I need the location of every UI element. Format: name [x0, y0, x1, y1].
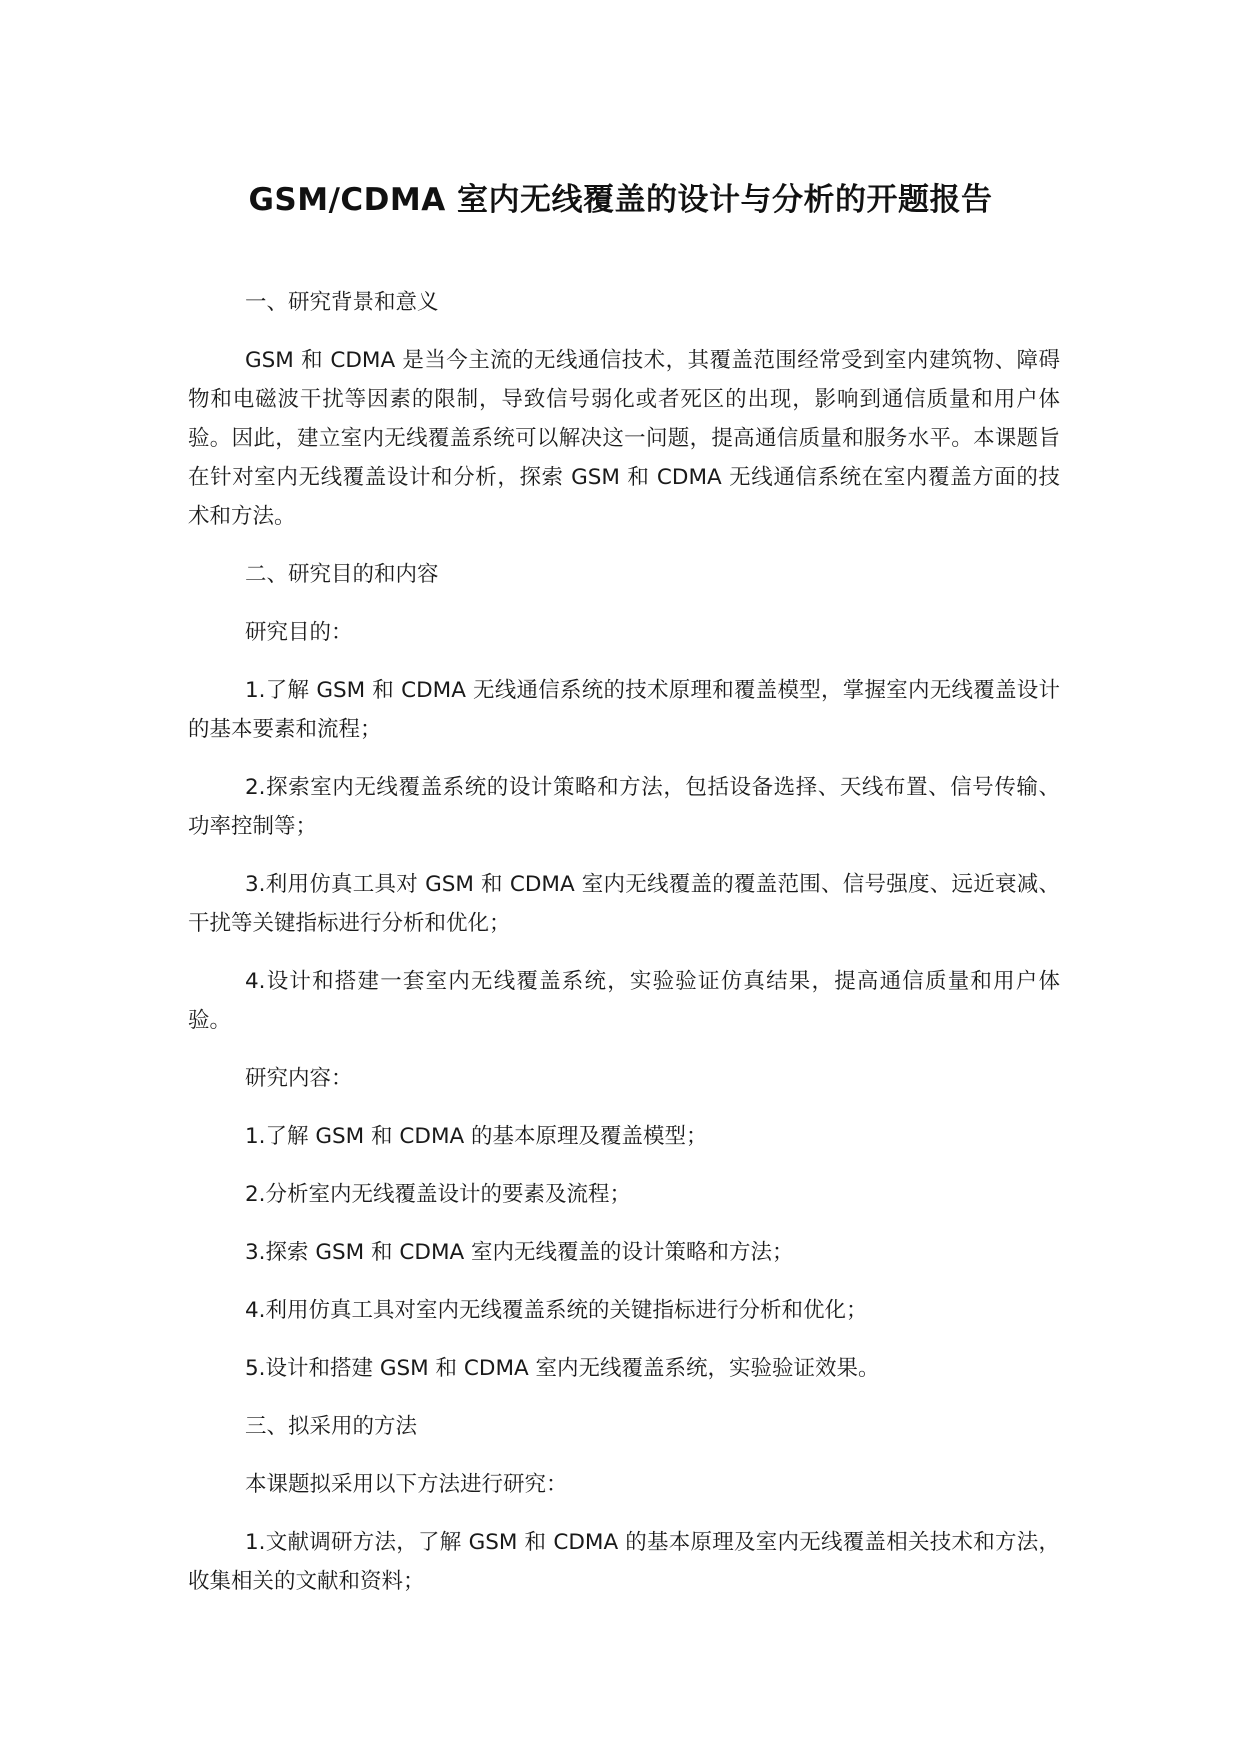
content-item-1: 1.了解 GSM 和 CDMA 的基本原理及覆盖模型； — [245, 1124, 708, 1149]
document-title: GSM/CDMA 室内无线覆盖的设计与分析的开题报告 — [248, 182, 993, 218]
subheading-research-purpose: 研究目的： — [245, 620, 353, 645]
purpose-item-1: 1.了解 GSM 和 CDMA 无线通信系统的技术原理和覆盖模型，掌握室内无线覆盖设计的基本要素和流程； — [188, 678, 1060, 742]
content-item-5: 5.设计和搭建 GSM 和 CDMA 室内无线覆盖系统，实验验证效果。 — [245, 1356, 880, 1381]
section-heading-methods: 三、拟采用的方法 — [245, 1414, 418, 1439]
subheading-research-content: 研究内容： — [245, 1066, 353, 1091]
document-body — [188, 283, 1060, 1620]
purpose-item-2: 2.探索室内无线覆盖系统的设计策略和方法，包括设备选择、天线布置、信号传输、功率控制等； — [188, 775, 1060, 839]
method-item-1: 1.文献调研方法，了解 GSM 和 CDMA 的基本原理及室内无线覆盖相关技术和方法，收集相关的文献和资料； — [188, 1530, 1060, 1594]
purpose-item-4: 4.设计和搭建一套室内无线覆盖系统，实验验证仿真结果，提高通信质量和用户体验。 — [188, 969, 1060, 1033]
paragraph-background-text: GSM 和 CDMA 是当今主流的无线通信技术，其覆盖范围经常受到室内建筑物、障碍物和电磁波干扰等因素的限制，导致信号弱化或者死区的出现，影响到通信质量和用户体验。因此，建立室内无线覆盖系统可以解决这一问题，提高通信质量和服务水平。本课题旨在针对室内无线覆盖设计和分析，探索 GSM 和 CDMA 无线通信系统在室内覆盖方面的技术和方法。 — [188, 348, 1060, 529]
purpose-item-3: 3.利用仿真工具对 GSM 和 CDMA 室内无线覆盖的覆盖范围、信号强度、远近衰减、干扰等关键指标进行分析和优化； — [188, 872, 1060, 936]
section-heading-background: 一、研究背景和意义 — [245, 290, 439, 315]
content-item-4: 4.利用仿真工具对室内无线覆盖系统的关键指标进行分析和优化； — [245, 1298, 868, 1323]
methods-intro: 本课题拟采用以下方法进行研究： — [245, 1472, 568, 1497]
content-item-3: 3.探索 GSM 和 CDMA 室内无线覆盖的设计策略和方法； — [245, 1240, 794, 1265]
content-item-2: 2.分析室内无线覆盖设计的要素及流程； — [245, 1182, 632, 1207]
section-heading-objectives: 二、研究目的和内容 — [245, 562, 439, 587]
